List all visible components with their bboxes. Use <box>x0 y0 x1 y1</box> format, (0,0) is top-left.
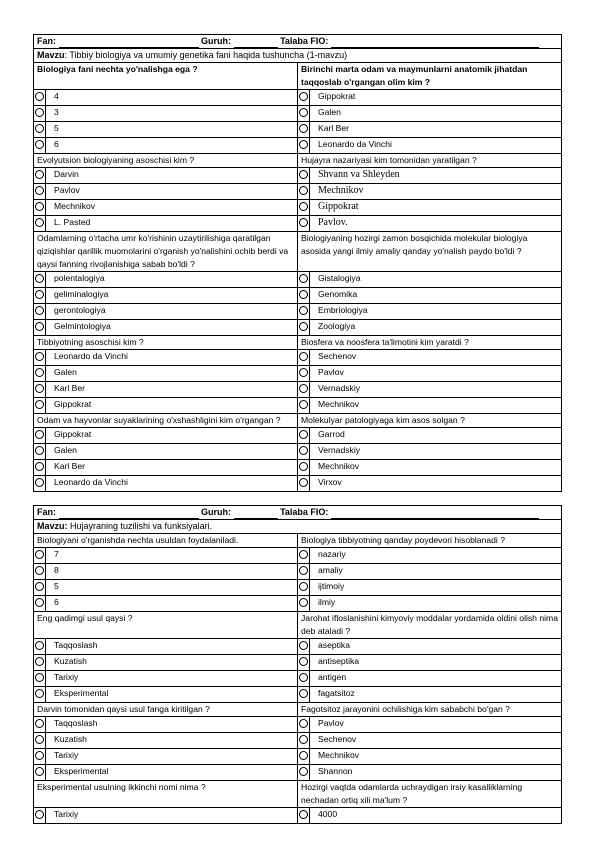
header-row <box>34 35 562 49</box>
answer-option-right[interactable]: Shannon <box>310 765 562 781</box>
radio-circle-icon[interactable] <box>299 598 308 607</box>
answer-radio-cell[interactable] <box>298 184 310 200</box>
radio-circle-icon[interactable] <box>35 290 44 299</box>
mavzu-label: Mavzu <box>37 50 65 60</box>
answer-option-right[interactable]: antiseptika <box>310 655 562 671</box>
answer-option-right[interactable]: Shvann va Shleyden <box>310 168 562 184</box>
answer-option-right[interactable]: Gippokrat <box>310 90 562 106</box>
option-row <box>34 216 562 232</box>
answer-radio-cell[interactable] <box>34 398 46 414</box>
answer-option-right[interactable]: Mechnikov <box>310 184 562 200</box>
option-row <box>34 350 562 366</box>
answer-radio-cell[interactable] <box>34 184 46 200</box>
answer-option-right[interactable]: Pavlov <box>310 366 562 382</box>
answer-option-right[interactable]: aseptika <box>310 639 562 655</box>
option-row <box>34 106 562 122</box>
option-row <box>34 382 562 398</box>
question-right: Fagotsitoz jarayonini ochilishiga kim sababchi bo'gan ? <box>298 703 562 717</box>
answer-option-left[interactable]: L. Pasted <box>46 216 298 232</box>
answer-option-left[interactable]: Tarixiy <box>46 749 298 765</box>
answer-option-left[interactable]: polentalogiya <box>46 272 298 288</box>
answer-radio-cell[interactable] <box>34 671 46 687</box>
mavzu-row <box>34 49 562 63</box>
answer-radio-cell[interactable] <box>298 765 310 781</box>
radio-circle-icon[interactable] <box>299 140 308 149</box>
answer-radio-cell[interactable] <box>298 444 310 460</box>
answer-radio-cell[interactable] <box>298 564 310 580</box>
fan-blank[interactable] <box>59 38 199 48</box>
answer-radio-cell[interactable] <box>34 304 46 320</box>
option-row <box>34 733 562 749</box>
answer-radio-cell[interactable] <box>298 90 310 106</box>
answer-option-right[interactable]: Karl Ber <box>310 122 562 138</box>
radio-circle-icon[interactable] <box>299 641 308 650</box>
answer-radio-cell[interactable] <box>34 288 46 304</box>
radio-circle-icon[interactable] <box>299 689 308 698</box>
answer-option-left[interactable]: 7 <box>46 548 298 564</box>
answer-radio-cell[interactable] <box>34 168 46 184</box>
option-row <box>34 184 562 200</box>
answer-radio-cell[interactable] <box>298 460 310 476</box>
option-row <box>34 639 562 655</box>
radio-circle-icon[interactable] <box>299 384 308 393</box>
question-row <box>34 63 562 90</box>
answer-option-right[interactable]: Garrod <box>310 428 562 444</box>
radio-circle-icon[interactable] <box>299 430 308 439</box>
answer-radio-cell[interactable] <box>34 106 46 122</box>
radio-circle-icon[interactable] <box>299 462 308 471</box>
question-row <box>34 414 562 428</box>
question-right: Biologiyaning hozirgi zamon bosqichida molekular biologiya asosida yangi ilmiy amaliy qanday yo'nalish paydo bo'ldi ? <box>298 232 562 272</box>
answer-option-right[interactable]: ilmiy <box>310 596 562 612</box>
option-row <box>34 808 562 824</box>
radio-circle-icon[interactable] <box>35 446 44 455</box>
option-row <box>34 444 562 460</box>
answer-radio-cell[interactable] <box>298 272 310 288</box>
question-left: Biologiya fani nechta yo'nalishga ega ? <box>34 63 298 90</box>
radio-circle-icon[interactable] <box>299 322 308 331</box>
radio-circle-icon[interactable] <box>35 124 44 133</box>
radio-circle-icon[interactable] <box>35 550 44 559</box>
question-row <box>34 703 562 717</box>
radio-circle-icon[interactable] <box>35 322 44 331</box>
guruh-label: Guruh: <box>201 36 232 46</box>
radio-circle-icon[interactable] <box>35 478 44 487</box>
radio-circle-icon[interactable] <box>299 582 308 591</box>
option-row <box>34 138 562 154</box>
option-row <box>34 320 562 336</box>
radio-circle-icon[interactable] <box>35 719 44 728</box>
answer-option-right[interactable]: Vernadskiy <box>310 444 562 460</box>
question-right: Hozirgi vaqtda odamlarda uchraydigan irsiy kasalliklarning nechadan ortiq xili ma'lum ? <box>298 781 562 808</box>
radio-circle-icon[interactable] <box>35 657 44 666</box>
answer-option-right[interactable]: 4000 <box>310 808 562 824</box>
radio-circle-icon[interactable] <box>299 202 308 211</box>
radio-circle-icon[interactable] <box>35 582 44 591</box>
radio-circle-icon[interactable] <box>35 767 44 776</box>
radio-circle-icon[interactable] <box>35 274 44 283</box>
answer-option-left[interactable]: 5 <box>46 122 298 138</box>
radio-circle-icon[interactable] <box>299 108 308 117</box>
question-row <box>34 154 562 168</box>
radio-circle-icon[interactable] <box>299 352 308 361</box>
answer-option-left[interactable]: Leonardo da Vinchi <box>46 350 298 366</box>
answer-option-left[interactable]: Eksperimental <box>46 687 298 703</box>
answer-option-left[interactable]: Mechnikov <box>46 200 298 216</box>
answer-radio-cell[interactable] <box>298 428 310 444</box>
question-right: Molekulyar patologiyaga kim asos solgan ? <box>298 414 562 428</box>
answer-option-right[interactable]: Gistalogiya <box>310 272 562 288</box>
radio-circle-icon[interactable] <box>299 566 308 575</box>
radio-circle-icon[interactable] <box>299 92 308 101</box>
answer-radio-cell[interactable] <box>34 765 46 781</box>
talaba-blank[interactable] <box>331 509 539 519</box>
question-row <box>34 781 562 808</box>
radio-circle-icon[interactable] <box>299 751 308 760</box>
answer-radio-cell[interactable] <box>298 320 310 336</box>
question-left: Odamlarning o'rtacha umr ko'rishinin uzaytirilishiga qaratilgan qiziqishlar qarillik muomolarini o'rganish yo'nalishini ochib berdi va qaysi fanning rivojlanishiga sabab bo'ldi ? <box>34 232 298 272</box>
answer-radio-cell[interactable] <box>34 428 46 444</box>
question-right: Hujayra nazariyasi kim tomonidan yaratilgan ? <box>298 154 562 168</box>
answer-radio-cell[interactable] <box>298 122 310 138</box>
answer-option-left[interactable]: Gippokrat <box>46 398 298 414</box>
radio-circle-icon[interactable] <box>299 274 308 283</box>
answer-radio-cell[interactable] <box>34 639 46 655</box>
answer-radio-cell[interactable] <box>298 655 310 671</box>
radio-circle-icon[interactable] <box>299 810 308 819</box>
answer-radio-cell[interactable] <box>298 288 310 304</box>
answer-radio-cell[interactable] <box>298 596 310 612</box>
test-sheet-2 <box>33 505 561 824</box>
answer-option-left[interactable]: Taqqoslash <box>46 639 298 655</box>
answer-option-right[interactable]: Mechnikov <box>310 749 562 765</box>
question-left: Eng qadimgi usul qaysi ? <box>34 612 298 639</box>
option-row <box>34 580 562 596</box>
answer-radio-cell[interactable] <box>34 122 46 138</box>
answer-radio-cell[interactable] <box>298 168 310 184</box>
guruh-label: Guruh: <box>201 507 232 517</box>
radio-circle-icon[interactable] <box>299 446 308 455</box>
answer-option-right[interactable]: Gippokrat <box>310 200 562 216</box>
answer-radio-cell[interactable] <box>34 138 46 154</box>
option-row <box>34 398 562 414</box>
radio-circle-icon[interactable] <box>299 478 308 487</box>
answer-option-right[interactable]: Virxov <box>310 476 562 492</box>
answer-option-right[interactable]: Embriologiya <box>310 304 562 320</box>
option-row <box>34 304 562 320</box>
question-left: Evolyutsion biologiyaning asoschisi kim ? <box>34 154 298 168</box>
radio-circle-icon[interactable] <box>299 170 308 179</box>
answer-option-left[interactable]: Eksperimental <box>46 765 298 781</box>
answer-option-left[interactable]: geliminalogiya <box>46 288 298 304</box>
answer-option-left[interactable]: 3 <box>46 106 298 122</box>
radio-circle-icon[interactable] <box>35 384 44 393</box>
test-table-1 <box>33 34 562 492</box>
radio-circle-icon[interactable] <box>299 124 308 133</box>
question-row <box>34 534 562 548</box>
radio-circle-icon[interactable] <box>35 641 44 650</box>
answer-radio-cell[interactable] <box>298 304 310 320</box>
answer-option-right[interactable]: nazariy <box>310 548 562 564</box>
answer-option-right[interactable]: Mechnikov <box>310 460 562 476</box>
answer-option-right[interactable]: amaliy <box>310 564 562 580</box>
answer-option-right[interactable]: antigen <box>310 671 562 687</box>
answer-radio-cell[interactable] <box>34 476 46 492</box>
answer-radio-cell[interactable] <box>34 366 46 382</box>
answer-radio-cell[interactable] <box>298 671 310 687</box>
answer-option-left[interactable]: 8 <box>46 564 298 580</box>
radio-circle-icon[interactable] <box>35 202 44 211</box>
answer-option-right[interactable]: Mechnikov <box>310 398 562 414</box>
answer-radio-cell[interactable] <box>298 717 310 733</box>
questions-body <box>34 63 562 492</box>
radio-circle-icon[interactable] <box>35 462 44 471</box>
answer-option-left[interactable]: Leonardo da Vinchi <box>46 476 298 492</box>
answer-option-right[interactable]: Galen <box>310 106 562 122</box>
option-row <box>34 428 562 444</box>
radio-circle-icon[interactable] <box>35 368 44 377</box>
radio-circle-icon[interactable] <box>299 218 308 227</box>
answer-radio-cell[interactable] <box>298 200 310 216</box>
mavzu-text: Hujayraning tuzilishi va funksiyalari. <box>67 521 213 531</box>
answer-radio-cell[interactable] <box>34 687 46 703</box>
answer-option-left[interactable]: Tarixiy <box>46 671 298 687</box>
question-left: Odam va hayvonlar suyaklarining o'xshashligini kim o'rgangan ? <box>34 414 298 428</box>
radio-circle-icon[interactable] <box>35 566 44 575</box>
answer-radio-cell[interactable] <box>34 272 46 288</box>
option-row <box>34 288 562 304</box>
question-row <box>34 232 562 272</box>
answer-option-left[interactable]: gerontologiya <box>46 304 298 320</box>
answer-option-left[interactable]: 6 <box>46 138 298 154</box>
option-row <box>34 687 562 703</box>
radio-circle-icon[interactable] <box>35 751 44 760</box>
answer-radio-cell[interactable] <box>298 639 310 655</box>
answer-radio-cell[interactable] <box>298 476 310 492</box>
answer-option-right[interactable]: Vernadskiy <box>310 382 562 398</box>
answer-option-left[interactable]: 4 <box>46 90 298 106</box>
answer-option-right[interactable]: ijtimoiy <box>310 580 562 596</box>
answer-radio-cell[interactable] <box>298 366 310 382</box>
option-row <box>34 272 562 288</box>
answer-radio-cell[interactable] <box>298 749 310 765</box>
answer-option-left[interactable]: Karl Ber <box>46 460 298 476</box>
option-row <box>34 548 562 564</box>
radio-circle-icon[interactable] <box>35 186 44 195</box>
answer-radio-cell[interactable] <box>34 733 46 749</box>
question-left: Darvin tomonidan qaysi usul fanga kiritilgan ? <box>34 703 298 717</box>
talaba-label: Talaba FIO: <box>280 36 329 46</box>
answer-option-right[interactable]: Leonardo da Vinchi <box>310 138 562 154</box>
option-row <box>34 200 562 216</box>
radio-circle-icon[interactable] <box>299 657 308 666</box>
answer-radio-cell[interactable] <box>298 106 310 122</box>
answer-radio-cell[interactable] <box>298 580 310 596</box>
answer-option-left[interactable]: Taqqoslash <box>46 717 298 733</box>
radio-circle-icon[interactable] <box>35 598 44 607</box>
answer-option-left[interactable]: 6 <box>46 596 298 612</box>
radio-circle-icon[interactable] <box>299 306 308 315</box>
question-row <box>34 336 562 350</box>
radio-circle-icon[interactable] <box>35 92 44 101</box>
option-row <box>34 671 562 687</box>
answer-radio-cell[interactable] <box>298 138 310 154</box>
radio-circle-icon[interactable] <box>35 430 44 439</box>
option-row <box>34 90 562 106</box>
question-right: Jarohat ifloslanishini kimyoviy moddalar yordamida oldini olish nima deb ataladi ? <box>298 612 562 639</box>
guruh-blank[interactable] <box>234 38 278 48</box>
answer-radio-cell[interactable] <box>34 200 46 216</box>
answer-radio-cell[interactable] <box>34 320 46 336</box>
answer-radio-cell[interactable] <box>34 749 46 765</box>
answer-radio-cell[interactable] <box>34 564 46 580</box>
radio-circle-icon[interactable] <box>35 170 44 179</box>
answer-option-left[interactable]: Gelmintologiya <box>46 320 298 336</box>
option-row <box>34 460 562 476</box>
answer-option-right[interactable]: Sechenov <box>310 350 562 366</box>
question-left: Eksperimental usulning ikkinchi nomi nima ? <box>34 781 298 808</box>
answer-option-left[interactable]: Darvin <box>46 168 298 184</box>
answer-option-left[interactable]: Gippokrat <box>46 428 298 444</box>
radio-circle-icon[interactable] <box>35 400 44 409</box>
guruh-blank[interactable] <box>234 509 278 519</box>
question-row <box>34 612 562 639</box>
answer-radio-cell[interactable] <box>34 548 46 564</box>
answer-option-left[interactable]: Galen <box>46 444 298 460</box>
answer-option-right[interactable]: Zoologiya <box>310 320 562 336</box>
answer-option-right[interactable]: Pavlov. <box>310 216 562 232</box>
answer-option-left[interactable]: Galen <box>46 366 298 382</box>
answer-radio-cell[interactable] <box>298 350 310 366</box>
mavzu-label: Mavzu: <box>37 521 68 531</box>
answer-option-left[interactable]: 5 <box>46 580 298 596</box>
answer-option-right[interactable]: Pavlov <box>310 717 562 733</box>
radio-circle-icon[interactable] <box>299 400 308 409</box>
questions-body <box>34 534 562 824</box>
answer-radio-cell[interactable] <box>34 717 46 733</box>
talaba-blank[interactable] <box>331 38 539 48</box>
answer-option-right[interactable]: Genomika <box>310 288 562 304</box>
question-right: Biologiya tibbiyotning qanday poydevori hisoblanadi ? <box>298 534 562 548</box>
question-left: Biologiyani o'rganishda nechta usuldan foydalaniladi. <box>34 534 298 548</box>
radio-circle-icon[interactable] <box>299 186 308 195</box>
radio-circle-icon[interactable] <box>35 306 44 315</box>
radio-circle-icon[interactable] <box>299 368 308 377</box>
radio-circle-icon[interactable] <box>299 673 308 682</box>
answer-radio-cell[interactable] <box>298 382 310 398</box>
question-left: Tibbiyotning asoschisi kim ? <box>34 336 298 350</box>
option-row <box>34 717 562 733</box>
radio-circle-icon[interactable] <box>35 735 44 744</box>
answer-radio-cell[interactable] <box>298 733 310 749</box>
question-right: Biosfera va noosfera ta'limotini kim yaratdi ? <box>298 336 562 350</box>
radio-circle-icon[interactable] <box>35 689 44 698</box>
radio-circle-icon[interactable] <box>299 550 308 559</box>
radio-circle-icon[interactable] <box>299 719 308 728</box>
fan-label: Fan: <box>37 507 56 517</box>
radio-circle-icon[interactable] <box>35 218 44 227</box>
radio-circle-icon[interactable] <box>35 140 44 149</box>
answer-radio-cell[interactable] <box>34 580 46 596</box>
header-row <box>34 506 562 520</box>
radio-circle-icon[interactable] <box>35 810 44 819</box>
option-row <box>34 168 562 184</box>
test-table-2 <box>33 505 562 824</box>
talaba-label: Talaba FIO: <box>280 507 329 517</box>
answer-option-right[interactable]: fagatsitoz <box>310 687 562 703</box>
answer-radio-cell[interactable] <box>34 655 46 671</box>
answer-radio-cell[interactable] <box>34 808 46 824</box>
option-row <box>34 476 562 492</box>
option-row <box>34 765 562 781</box>
mavzu-row <box>34 520 562 534</box>
question-right: Birinchi marta odam va maymunlarni anatomik jihatdan taqqoslab o'rgangan olim kim ? <box>298 63 562 90</box>
option-row <box>34 366 562 382</box>
answer-radio-cell[interactable] <box>34 444 46 460</box>
answer-radio-cell[interactable] <box>298 687 310 703</box>
answer-radio-cell[interactable] <box>34 90 46 106</box>
radio-circle-icon[interactable] <box>35 108 44 117</box>
answer-radio-cell[interactable] <box>34 350 46 366</box>
fan-label: Fan: <box>37 36 56 46</box>
answer-radio-cell[interactable] <box>34 460 46 476</box>
test-sheet-1 <box>33 34 561 492</box>
answer-radio-cell[interactable] <box>298 548 310 564</box>
answer-radio-cell[interactable] <box>34 382 46 398</box>
answer-option-left[interactable]: Tarixiy <box>46 808 298 824</box>
answer-radio-cell[interactable] <box>298 216 310 232</box>
fan-blank[interactable] <box>59 509 199 519</box>
option-row <box>34 596 562 612</box>
answer-radio-cell[interactable] <box>34 216 46 232</box>
radio-circle-icon[interactable] <box>35 673 44 682</box>
answer-radio-cell[interactable] <box>298 398 310 414</box>
mavzu-text: : Tibbiy biologiya va umumiy genetika fani haqida tushuncha (1-mavzu) <box>64 50 348 60</box>
radio-circle-icon[interactable] <box>299 290 308 299</box>
answer-option-right[interactable]: Sechenov <box>310 733 562 749</box>
answer-option-left[interactable]: Karl Ber <box>46 382 298 398</box>
option-row <box>34 655 562 671</box>
answer-option-left[interactable]: Kuzatish <box>46 655 298 671</box>
option-row <box>34 122 562 138</box>
answer-option-left[interactable]: Kuzatish <box>46 733 298 749</box>
answer-radio-cell[interactable] <box>34 596 46 612</box>
answer-option-left[interactable]: Pavlov <box>46 184 298 200</box>
answer-radio-cell[interactable] <box>298 808 310 824</box>
radio-circle-icon[interactable] <box>299 767 308 776</box>
option-row <box>34 749 562 765</box>
radio-circle-icon[interactable] <box>299 735 308 744</box>
option-row <box>34 564 562 580</box>
radio-circle-icon[interactable] <box>35 352 44 361</box>
